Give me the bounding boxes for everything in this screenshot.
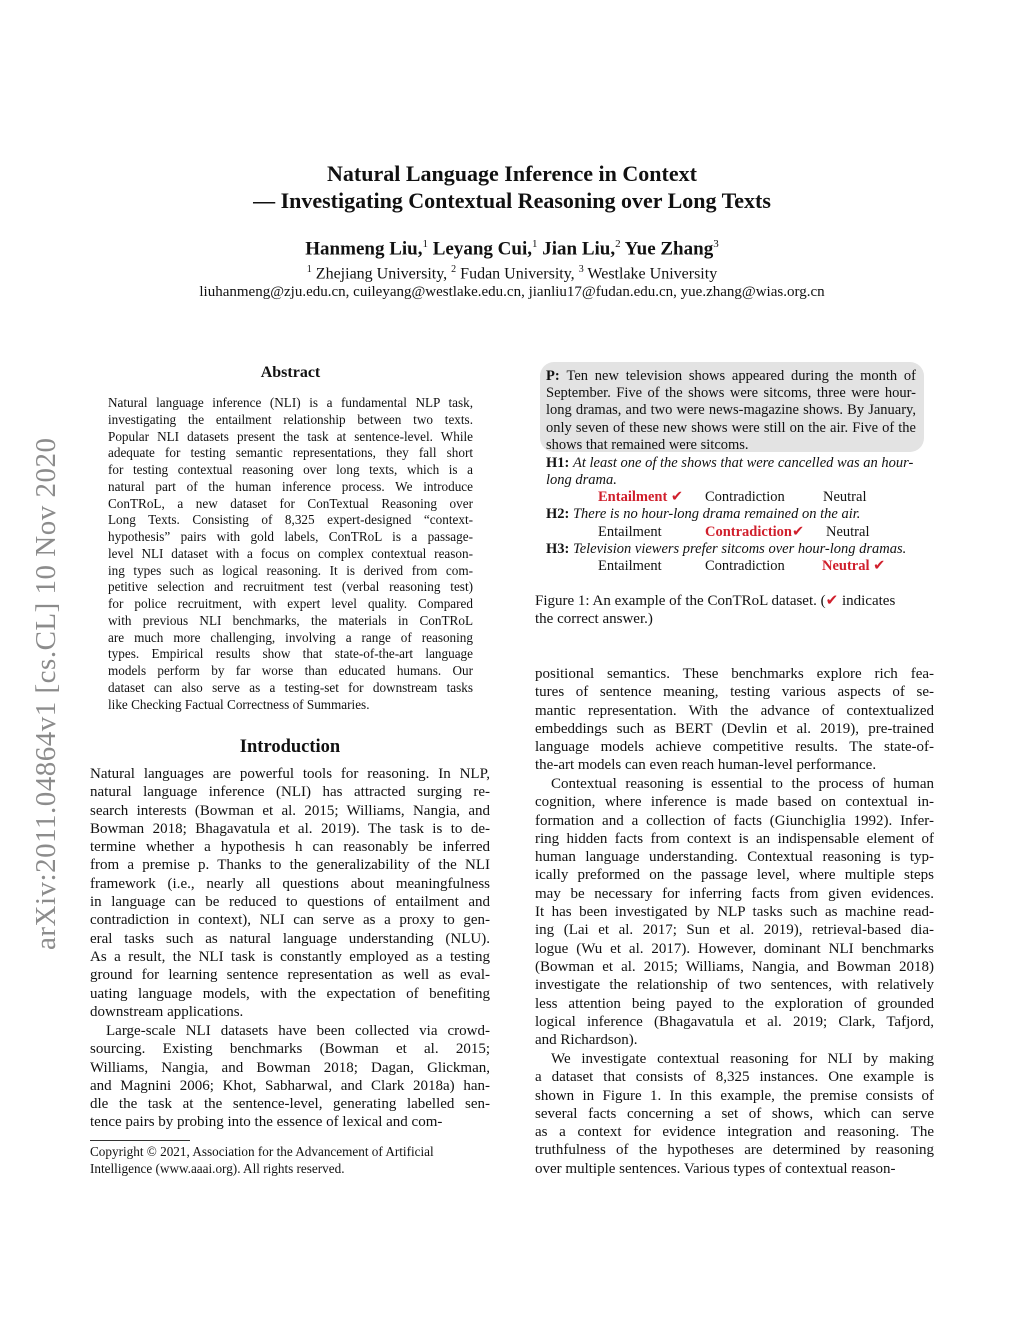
- text-line: natural language inference (NLI) has attracted surging re-: [90, 784, 490, 801]
- text-line: It has been investigated by NLP tasks such as machine read-: [535, 904, 934, 921]
- affil-2: Fudan University,: [460, 265, 575, 283]
- h2-text: There is no hour-long drama remained on the air.: [572, 506, 861, 522]
- introduction-heading: Introduction: [239, 737, 341, 757]
- text-line: petitive selection and recruitment test (verbal reasoning test): [108, 579, 473, 595]
- premise-line: September. Five of the shows were sitcoms, three were hour-: [546, 385, 916, 402]
- text-line: eral tasks such as natural language understanding (NLU).: [90, 930, 490, 947]
- affil-1: Zhejiang University,: [315, 265, 448, 283]
- text-line: search interests (Bowman et al. 2015; Williams, Nangia, and: [90, 802, 490, 819]
- author-list: [0, 238, 1024, 260]
- text-line: framework (i.e., nearly all questions about meaningfulness: [90, 875, 490, 892]
- text-line: tures of sentence meaning, testing various aspects of se-: [535, 684, 934, 701]
- hypothesis-3: [546, 541, 926, 558]
- premise-line: long dramas, and two were news-magazine shows. By January,: [546, 402, 916, 419]
- h2-neutral-label: Neutral: [826, 524, 870, 540]
- premise-line: shows that remained were sitcoms.: [546, 436, 749, 453]
- text-line: Bowman 2018; Bhagavatula et al. 2019). The task is to de-: [90, 820, 490, 837]
- text-line: Contextual reasoning is essential to the process of human: [551, 776, 934, 792]
- h1-check-icon: ✔: [670, 489, 684, 505]
- text-line: types. Empirical results show that state-of-the-art language: [108, 646, 473, 662]
- right-paragraph-3: [535, 1050, 934, 1178]
- text-line: positional semantics. These benchmarks explore rich fea-: [535, 666, 934, 682]
- right-paragraph-1: [535, 665, 934, 775]
- premise-box: [540, 362, 924, 452]
- text-line: truthfulness of the hypotheses are determined by reasoning: [535, 1142, 934, 1159]
- text-line: sourcing. Existing benchmarks (Bowman et al. 2015;: [90, 1041, 490, 1058]
- text-line: models perform by far worse than educated humans. Our: [108, 663, 473, 678]
- text-line: uating language models, with the expectation of benefiting: [90, 985, 490, 1002]
- figure-caption: [535, 591, 935, 629]
- text-line: embeddings such as BERT (Devlin et al. 2019), pre-trained: [535, 720, 934, 737]
- premise-text: [546, 368, 916, 454]
- text-line: Natural languages are powerful tools for reasoning. In NLP,: [90, 766, 490, 782]
- text-line: hypothesis” pairs with gold labels, ConTRoL is a passage-: [108, 529, 473, 544]
- h2-label: H2:: [546, 506, 570, 522]
- text-line: downstream applications.: [90, 1003, 244, 1020]
- author-2-sup: 1: [531, 238, 538, 250]
- author-4-sup: 3: [713, 238, 719, 250]
- text-line: language models achieve competitive results. The state-of-: [535, 739, 934, 756]
- h1-text-1: At least one of the shows that were cancelled was an hour-: [572, 455, 914, 471]
- h3-label: H3:: [546, 541, 570, 557]
- paper-title: [0, 160, 1024, 214]
- copyright-line-1: Copyright © 2021, Association for the Advancement of Artificial: [90, 1144, 434, 1159]
- author-3: Jian Liu,: [542, 238, 616, 260]
- h3-entailment-label: Entailment: [598, 558, 662, 574]
- text-line: for testing contextual reasoning over long texts, which is a: [108, 462, 473, 477]
- text-line: natural part of the human inference process. We introduce: [108, 478, 473, 494]
- h3-contradiction-label: Contradiction: [705, 558, 785, 574]
- text-line: level NLI dataset with a focus on complex contextual reason-: [108, 545, 473, 561]
- caption-text-1: Figure 1: An example of the ConTRoL dataset. (: [535, 593, 826, 609]
- premise-label: P:: [546, 368, 567, 384]
- affil-sup-2: 2: [451, 264, 457, 275]
- text-line: investigating the entailment relationship between two texts.: [108, 411, 473, 427]
- author-3-sup: 2: [615, 238, 621, 250]
- text-line: adequate for testing semantic representations, they fall short: [108, 445, 473, 461]
- affil-sup-1: 1: [306, 264, 312, 275]
- h1-entailment-label: [598, 489, 683, 506]
- h3-text: Television viewers prefer sitcoms over hour-long dramas.: [572, 541, 907, 557]
- premise-line: only seven of these new shows were still on the air. Five of the: [546, 419, 916, 436]
- text-line: ing types such as logical reasoning. It is derived from com-: [108, 562, 473, 578]
- text-line: like Checking Factual Correctness of Summaries.: [108, 696, 370, 712]
- h2-contradiction-label: [705, 524, 804, 541]
- text-line: may be necessary for inferring facts from given evidences.: [535, 885, 934, 902]
- footnote-rule: [90, 1140, 190, 1141]
- text-line: shown in Figure 1. In this example, the premise consists of: [535, 1087, 934, 1104]
- h2-entailment-label: Entailment: [598, 524, 662, 540]
- text-line: ically preformed on the passage level, where multiple steps: [535, 867, 934, 884]
- text-line: mantic representation. With the advance of contextualized: [535, 702, 934, 719]
- h1-neutral-label: Neutral: [823, 489, 867, 505]
- h1-entailment: Entailment: [598, 489, 668, 505]
- copyright-notice: [90, 1144, 490, 1177]
- text-line: ing (Lai et al. 2017; Sun et al. 2019), retrieval-based dia-: [535, 922, 934, 939]
- premise-line: [546, 368, 916, 385]
- abstract-body: [108, 395, 473, 713]
- affiliations: [0, 264, 1024, 283]
- text-line: with previous NLI benchmarks, the materials in ConTRoL: [108, 612, 473, 628]
- text-line: ConTRoL, a new dataset for ConTextual Reasoning over: [108, 495, 473, 511]
- h1-text-2: long drama.: [546, 472, 617, 489]
- author-4: Yue Zhang: [624, 238, 714, 260]
- title-line-2: — Investigating Contextual Reasoning over Long Texts: [253, 188, 771, 213]
- copyright-line-2: Intelligence (www.aaai.org). All rights reserved.: [90, 1160, 345, 1176]
- right-paragraph-2: [535, 775, 934, 1049]
- text-line: termine whether a hypothesis h can reasonably be inferred: [90, 839, 490, 856]
- text-line: dle the task at the sentence-level, generating labelled sen-: [90, 1096, 490, 1113]
- text-line: from a premise p. Thanks to the generalizability of the NLI: [90, 857, 490, 874]
- text-line: in language can be reduced to questions of entailment and: [90, 894, 490, 911]
- author-2: Leyang Cui,: [432, 238, 532, 260]
- intro-paragraph-1: [90, 765, 490, 1021]
- text-line: are much more challenging, involving a range of reasoning: [108, 629, 473, 645]
- text-line: As a result, the NLI task is constantly employed as a testing: [90, 948, 490, 965]
- author-1-sup: 1: [422, 238, 428, 250]
- text-line: as a context for evidence integration and reasoning. The: [535, 1124, 934, 1141]
- text-line: Natural language inference (NLI) is a fundamental NLP task,: [108, 395, 473, 410]
- h3-neutral: Neutral: [822, 558, 870, 574]
- affil-sup-3: 3: [578, 264, 584, 275]
- hypothesis-2: [546, 506, 926, 523]
- author-1: Hanmeng Liu,: [305, 238, 423, 260]
- text-line: investigate the relationship of two sentences, with relatively: [535, 977, 934, 994]
- text-line: formation and a collection of facts (Giunchiglia 1992). Infer-: [535, 812, 934, 829]
- caption-text-2: the correct answer.): [535, 611, 653, 628]
- text-line: We investigate contextual reasoning for NLI by making: [551, 1051, 934, 1067]
- title-line-1: Natural Language Inference in Context: [327, 161, 697, 186]
- text-line: several facts concerning a set of shows, which can serve: [535, 1105, 934, 1122]
- h1-label: H1:: [546, 455, 570, 471]
- text-line: and Magnini 2006; Khot, Sabharwal, and Clark 2018a) han-: [90, 1077, 490, 1094]
- hypothesis-1: [546, 455, 926, 489]
- text-line: ring hidden facts from context is an indispensable element of: [535, 830, 934, 847]
- h2-contradiction: Contradiction: [705, 524, 792, 540]
- text-line: for police recruitment, with expert level quality. Compared: [108, 596, 473, 611]
- text-line: human language understanding. Contextual reasoning is typ-: [535, 849, 934, 866]
- abstract-heading: Abstract: [260, 364, 321, 381]
- text-line: Popular NLI datasets present the task at sentence-level. While: [108, 428, 473, 444]
- text-line: contradiction in context), NLI can serve as a proxy to gen-: [90, 912, 490, 929]
- affil-3: Westlake University: [587, 265, 718, 283]
- h2-check-icon: ✔: [792, 524, 805, 540]
- caption-text-1b: indicates: [838, 593, 896, 609]
- text-line: Large-scale NLI datasets have been collected via crowd-: [106, 1023, 490, 1039]
- text-line: and Richardson).: [535, 1032, 638, 1049]
- text-line: a dataset that consists of 8,325 instances. One example is: [535, 1069, 934, 1086]
- caption-check-icon: ✔: [825, 591, 839, 609]
- text-line: cognition, where inference is made based on contextual in-: [535, 794, 934, 811]
- text-line: tence pairs by probing into the essence of lexical and com-: [90, 1114, 443, 1131]
- h3-neutral-label: [822, 558, 885, 575]
- text-line: dataset can also serve as a testing-set for downstream tasks: [108, 679, 473, 695]
- text-line: Williams, Nangia, and Bowman 2018; Dagan, Glickman,: [90, 1059, 490, 1076]
- text-line: logue (Wu et al. 2017). However, dominant NLI benchmarks: [535, 940, 934, 957]
- text-line: over multiple sentences. Various types of contextual reason-: [535, 1160, 896, 1177]
- text-line: logical inference (Bhagavatula et al. 2019; Clark, Tafjord,: [535, 1013, 934, 1030]
- intro-paragraph-2: [90, 1022, 490, 1132]
- text-line: (Bowman et al. 2015; Williams, Nangia, and Bowman 2018): [535, 958, 934, 975]
- h3-check-icon: ✔: [873, 558, 886, 574]
- h1-contradiction-label: Contradiction: [705, 489, 785, 505]
- text-line: Long Texts. Consisting of 8,325 expert-designed “context-: [108, 512, 473, 528]
- text-line: the-art models can even reach human-level performance.: [535, 757, 877, 774]
- author-emails: liuhanmeng@zju.edu.cn, cuileyang@westlake.edu.cn, jianliu17@fudan.edu.cn, yue.zhang@wias.org.cn: [199, 284, 825, 300]
- premise-line-text: Ten new television shows appeared during the month of: [566, 368, 917, 384]
- text-line: ground for learning sentence representation as well as eval-: [90, 967, 490, 984]
- text-line: less attention being payed to the exploration of grounded: [535, 995, 934, 1012]
- arxiv-stamp: arXiv:2011.04864v1 [cs.CL] 10 Nov 2020: [30, 437, 62, 950]
